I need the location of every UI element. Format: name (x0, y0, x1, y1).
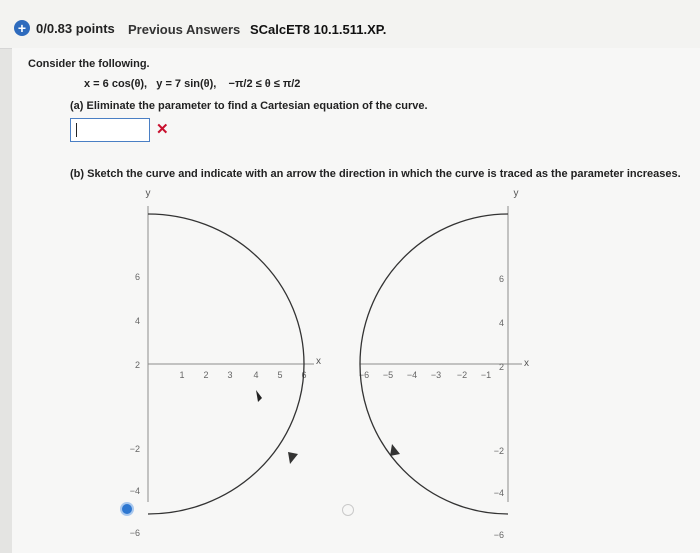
plus-circle-icon[interactable]: + (14, 20, 30, 36)
problem-id: SCalcET8 10.1.511.XP. (250, 22, 387, 37)
svg-text:3: 3 (227, 370, 233, 380)
svg-text:1: 1 (179, 370, 185, 380)
svg-text:−2: −2 (493, 446, 504, 456)
part-b-prompt: (b) Sketch the curve and indicate with an arrow the direction in which the curve is traced as the parameter increases. (70, 168, 681, 180)
svg-text:2: 2 (498, 362, 504, 372)
svg-text:4: 4 (134, 316, 140, 326)
svg-text:−3: −3 (430, 370, 442, 380)
svg-text:5: 5 (277, 370, 283, 380)
svg-text:6: 6 (498, 274, 504, 284)
svg-text:4: 4 (498, 318, 504, 328)
svg-text:−5: −5 (382, 370, 394, 380)
question-panel (12, 48, 700, 553)
y-axis-label: y (513, 188, 519, 199)
svg-text:−4: −4 (406, 370, 418, 380)
svg-text:−2: −2 (129, 444, 140, 454)
score-group (14, 20, 115, 36)
svg-text:2: 2 (134, 360, 140, 370)
svg-text:4: 4 (253, 370, 259, 380)
score-text: 0/0.83 points (36, 20, 115, 36)
radio-option-1-selected[interactable] (120, 502, 134, 516)
svg-text:−6: −6 (493, 530, 504, 540)
part-a-prompt: (a) Eliminate the parameter to find a Cartesian equation of the curve. (70, 100, 428, 112)
x-axis-label: x (524, 358, 529, 369)
red-x-icon: ✕ (156, 121, 169, 138)
y-tick-labels (494, 274, 504, 540)
svg-text:6: 6 (134, 272, 140, 282)
radio-option-2[interactable] (342, 504, 354, 516)
direction-arrow (288, 452, 298, 464)
y-axis-label: y (145, 188, 151, 199)
x-axis-label: x (316, 356, 321, 367)
svg-text:−4: −4 (493, 488, 504, 498)
svg-text:2: 2 (203, 370, 209, 380)
svg-text:−6: −6 (129, 528, 140, 538)
svg-text:6: 6 (301, 370, 307, 380)
question-header (0, 0, 700, 49)
direction-arrow (390, 444, 400, 456)
problem-intro: Consider the following. (28, 58, 150, 70)
svg-text:−4: −4 (129, 486, 140, 496)
graph-option-left-half[interactable] (356, 184, 538, 540)
cartesian-equation-input[interactable] (70, 118, 150, 142)
svg-text:−2: −2 (456, 370, 468, 380)
previous-answers-link[interactable]: Previous Answers (128, 22, 241, 37)
x-tick-labels (359, 370, 491, 380)
y-tick-labels (130, 272, 140, 538)
svg-text:−6: −6 (358, 370, 370, 380)
cursor-pointer-icon (256, 390, 262, 402)
x-tick-labels (179, 370, 306, 380)
text-caret (76, 123, 77, 137)
svg-text:−1: −1 (480, 370, 492, 380)
graph-option-right-half[interactable] (118, 184, 334, 538)
parametric-equations: x = 6 cos(θ), y = 7 sin(θ), −π/2 ≤ θ ≤ π/2 (84, 78, 301, 90)
